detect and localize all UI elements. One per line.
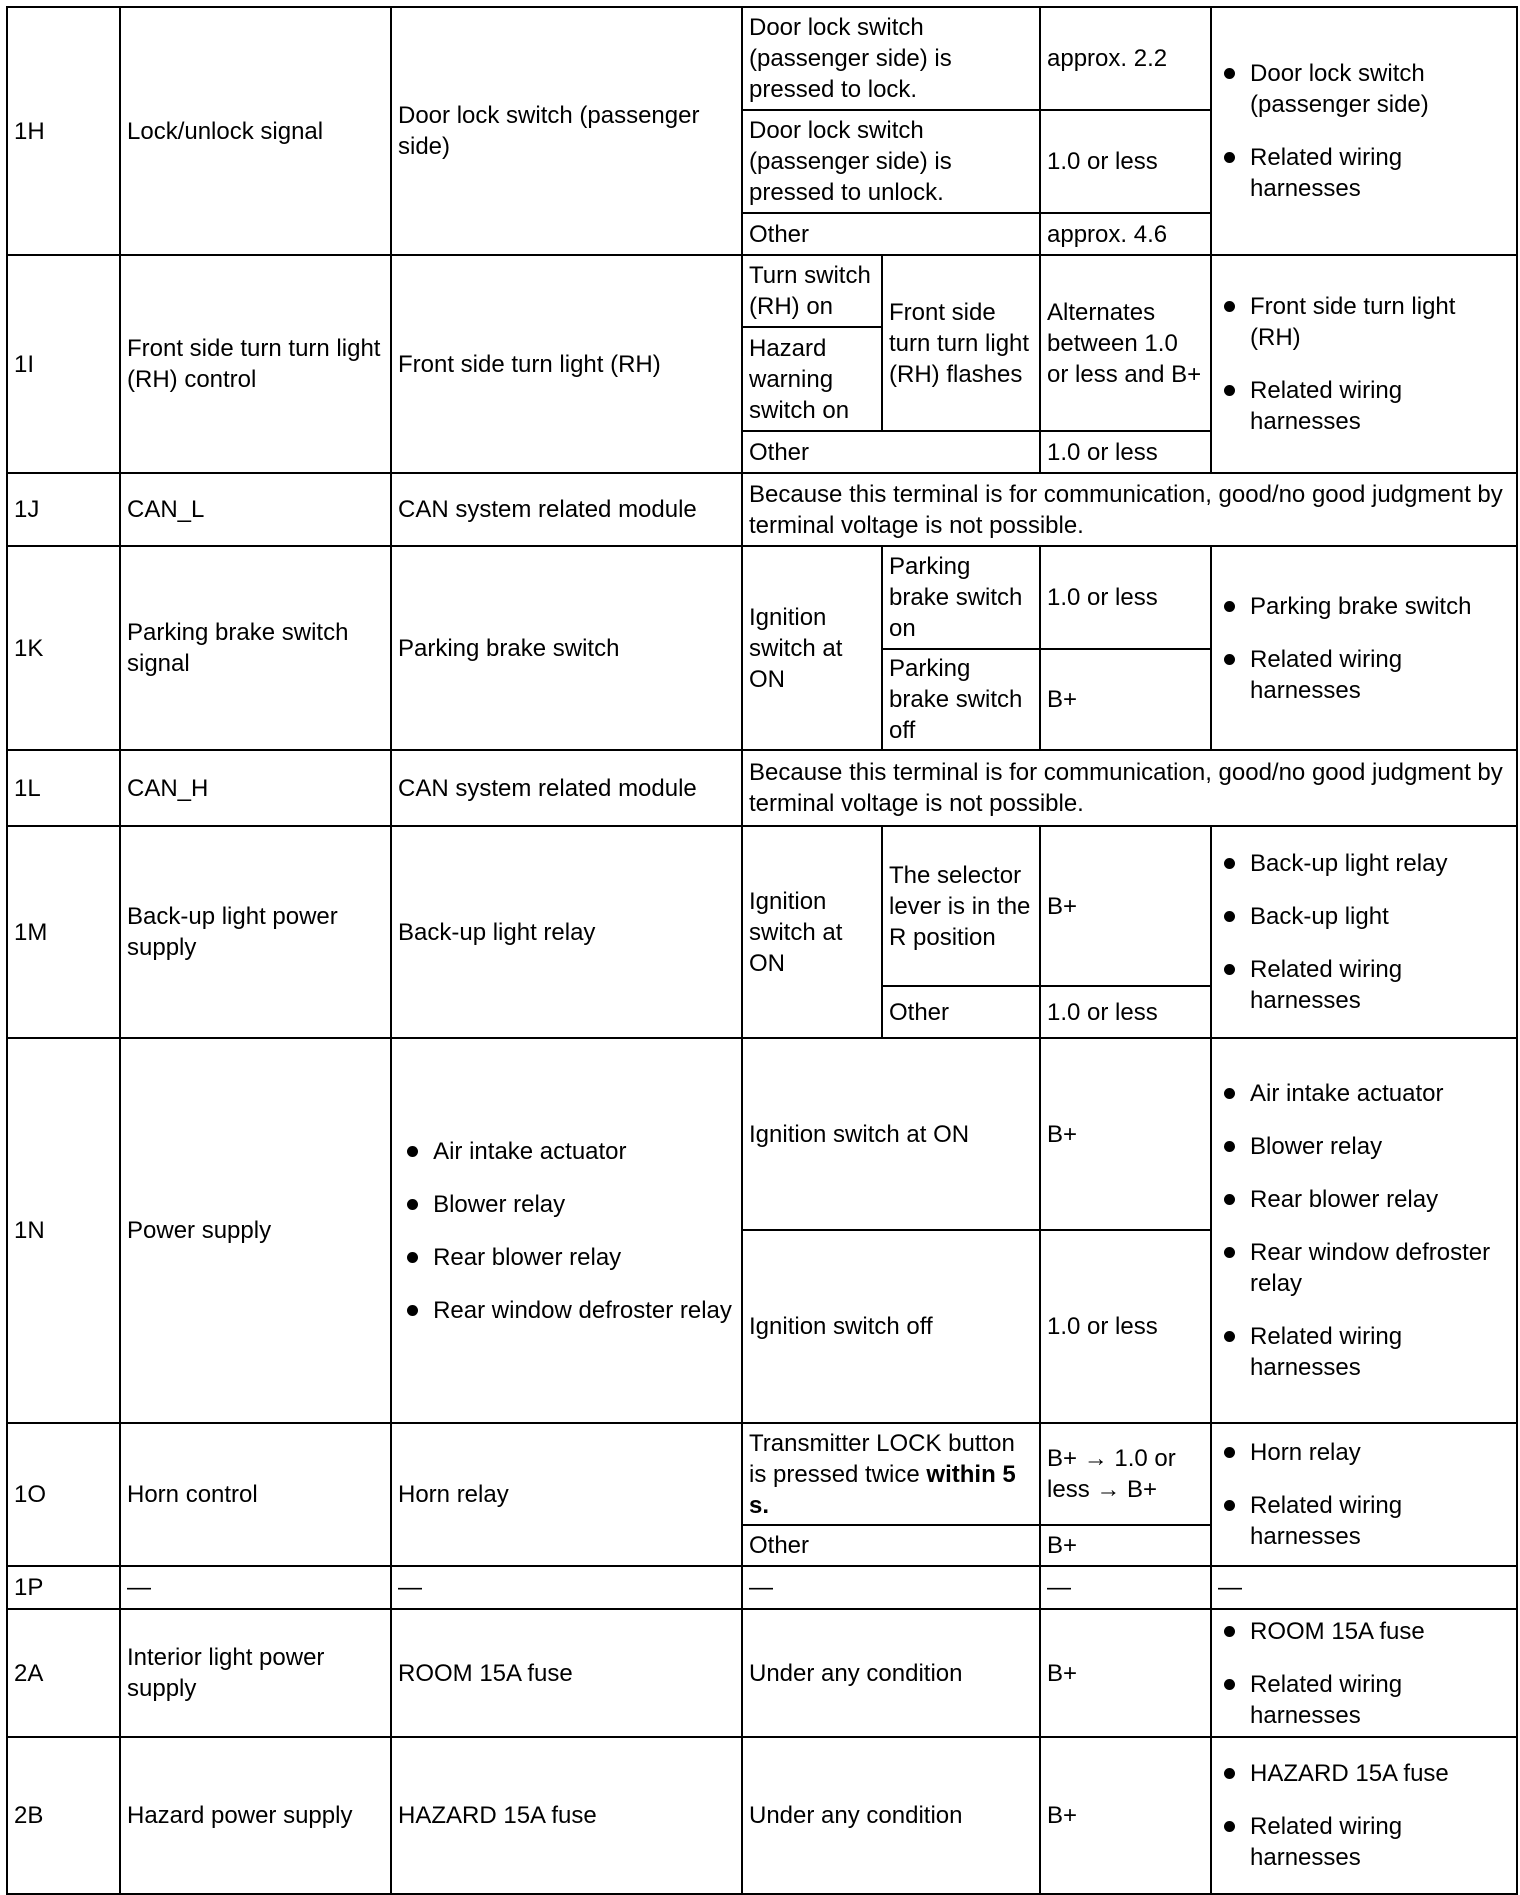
value-cell: 1.0 or less (1040, 546, 1211, 649)
value-cell: B+ (1040, 649, 1211, 750)
reference-cell (1211, 826, 1517, 1038)
reference-item: Rear window defroster relay (1218, 1237, 1510, 1299)
condition-cell: Other (742, 431, 1040, 473)
reference-item: Back-up light relay (1218, 848, 1510, 879)
condition-cell: Door lock switch (passenger side) is pressed to lock. (742, 7, 1040, 110)
reference-item: Related wiring harnesses (1218, 1811, 1510, 1873)
table-row (7, 826, 1517, 986)
table-row (7, 7, 1517, 110)
value-cell: approx. 4.6 (1040, 213, 1211, 255)
input-output-cell: HAZARD 15A fuse (391, 1737, 742, 1894)
condition-cell: Other (742, 213, 1040, 255)
sub-condition-cell: The selector lever is in the R position (882, 826, 1040, 986)
input-output-cell: Horn relay (391, 1423, 742, 1566)
reference-cell (1211, 7, 1517, 255)
value-cell: Alternates between 1.0 or less and B+ (1040, 255, 1211, 431)
reference-item: Horn relay (1218, 1437, 1510, 1468)
table-row (7, 1038, 1517, 1230)
condition-emphasis: within 5 s. (749, 1460, 1016, 1519)
sub-condition-cell: Parking brake switch off (882, 649, 1040, 750)
reference-item: Parking brake switch (1218, 591, 1510, 622)
condition-cell: Under any condition (742, 1609, 1040, 1737)
note-cell: Because this terminal is for communication, good/no good judgment by terminal voltage is not possible. (742, 473, 1517, 546)
input-output-cell (391, 1038, 742, 1423)
reference-item: Door lock switch (passenger side) (1218, 58, 1510, 120)
terminal-cell: 2B (7, 1737, 120, 1894)
description-cell: Front side turn turn light (RH) control (120, 255, 391, 473)
reference-item: Related wiring harnesses (1218, 1321, 1510, 1383)
table-row (7, 1566, 1517, 1609)
reference-item: Air intake actuator (1218, 1078, 1510, 1109)
value-cell: B+ → 1.0 or less → B+ (1040, 1423, 1211, 1525)
reference-item: Front side turn light (RH) (1218, 291, 1510, 353)
terminal-cell: 1M (7, 826, 120, 1038)
value-cell: B+ (1040, 1609, 1211, 1737)
reference-item: HAZARD 15A fuse (1218, 1758, 1510, 1789)
table-row (7, 546, 1517, 649)
value-cell: B+ (1040, 1525, 1211, 1566)
description-cell: CAN_L (120, 473, 391, 546)
reference-item: Related wiring harnesses (1218, 1490, 1510, 1552)
reference-cell (1211, 1423, 1517, 1566)
input-output-cell: Back-up light relay (391, 826, 742, 1038)
reference-item: Related wiring harnesses (1218, 1669, 1510, 1731)
description-cell: Parking brake switch signal (120, 546, 391, 750)
reference-item: Related wiring harnesses (1218, 142, 1510, 204)
table-row (7, 1737, 1517, 1894)
input-output-cell: — (391, 1566, 742, 1609)
condition-text: Transmitter LOCK button is pressed twice (749, 1429, 1015, 1488)
terminal-cell: 1I (7, 255, 120, 473)
condition-cell: — (742, 1566, 1040, 1609)
input-item: Air intake actuator (401, 1136, 732, 1167)
description-cell: Hazard power supply (120, 1737, 391, 1894)
value-cell: B+ (1040, 1737, 1211, 1894)
condition-cell: Ignition switch at ON (742, 546, 882, 750)
reference-cell (1211, 546, 1517, 750)
condition-cell: Turn switch (RH) on (742, 255, 882, 327)
description-cell: Interior light power supply (120, 1609, 391, 1737)
condition-cell: Hazard warning switch on (742, 327, 882, 431)
reference-item: Rear blower relay (1218, 1184, 1510, 1215)
terminal-cell: 1K (7, 546, 120, 750)
table-row (7, 750, 1517, 826)
sub-condition-cell: Parking brake switch on (882, 546, 1040, 649)
reference-item: Related wiring harnesses (1218, 644, 1510, 706)
value-cell: 1.0 or less (1040, 110, 1211, 213)
input-output-cell: Door lock switch (passenger side) (391, 7, 742, 255)
input-output-cell: ROOM 15A fuse (391, 1609, 742, 1737)
condition-cell: Ignition switch at ON (742, 826, 882, 1038)
condition-cell: Ignition switch at ON (742, 1038, 1040, 1230)
reference-cell: — (1211, 1566, 1517, 1609)
terminal-cell: 1O (7, 1423, 120, 1566)
input-item: Rear window defroster relay (401, 1295, 732, 1326)
reference-item: Related wiring harnesses (1218, 954, 1510, 1016)
sub-condition-cell: Other (882, 986, 1040, 1038)
reference-item: Back-up light (1218, 901, 1510, 932)
reference-item: Related wiring harnesses (1218, 375, 1510, 437)
input-output-cell: CAN system related module (391, 473, 742, 546)
reference-cell (1211, 1737, 1517, 1894)
terminal-cell: 2A (7, 1609, 120, 1737)
reference-item: ROOM 15A fuse (1218, 1616, 1510, 1647)
condition-cell: Under any condition (742, 1737, 1040, 1894)
reference-cell (1211, 1038, 1517, 1423)
description-cell: CAN_H (120, 750, 391, 826)
value-cell: 1.0 or less (1040, 1230, 1211, 1423)
description-cell: — (120, 1566, 391, 1609)
input-item: Blower relay (401, 1189, 732, 1220)
table-row (7, 255, 1517, 327)
terminal-cell: 1H (7, 7, 120, 255)
value-cell: approx. 2.2 (1040, 7, 1211, 110)
value-cell: — (1040, 1566, 1211, 1609)
input-item: Rear blower relay (401, 1242, 732, 1273)
reference-cell (1211, 255, 1517, 473)
description-cell: Horn control (120, 1423, 391, 1566)
terminal-cell: 1N (7, 1038, 120, 1423)
condition-cell: Ignition switch off (742, 1230, 1040, 1423)
value-cell: B+ (1040, 826, 1211, 986)
terminal-inspection-table (6, 6, 1518, 1895)
input-output-cell: Front side turn light (RH) (391, 255, 742, 473)
description-cell: Back-up light power supply (120, 826, 391, 1038)
input-output-cell: CAN system related module (391, 750, 742, 826)
terminal-cell: 1P (7, 1566, 120, 1609)
reference-item: Blower relay (1218, 1131, 1510, 1162)
description-cell: Power supply (120, 1038, 391, 1423)
table-row (7, 1423, 1517, 1525)
note-cell: Because this terminal is for communication, good/no good judgment by terminal voltage is not possible. (742, 750, 1517, 826)
table-row (7, 1609, 1517, 1737)
value-cell: 1.0 or less (1040, 986, 1211, 1038)
value-cell: B+ (1040, 1038, 1211, 1230)
value-cell: 1.0 or less (1040, 431, 1211, 473)
input-output-cell: Parking brake switch (391, 546, 742, 750)
condition-cell: Other (742, 1525, 1040, 1566)
reference-cell (1211, 1609, 1517, 1737)
terminal-cell: 1L (7, 750, 120, 826)
condition-cell: Door lock switch (passenger side) is pressed to unlock. (742, 110, 1040, 213)
terminal-cell: 1J (7, 473, 120, 546)
description-cell: Lock/unlock signal (120, 7, 391, 255)
condition-cell (742, 1423, 1040, 1525)
table-row (7, 473, 1517, 546)
sub-condition-cell: Front side turn turn light (RH) flashes (882, 255, 1040, 431)
